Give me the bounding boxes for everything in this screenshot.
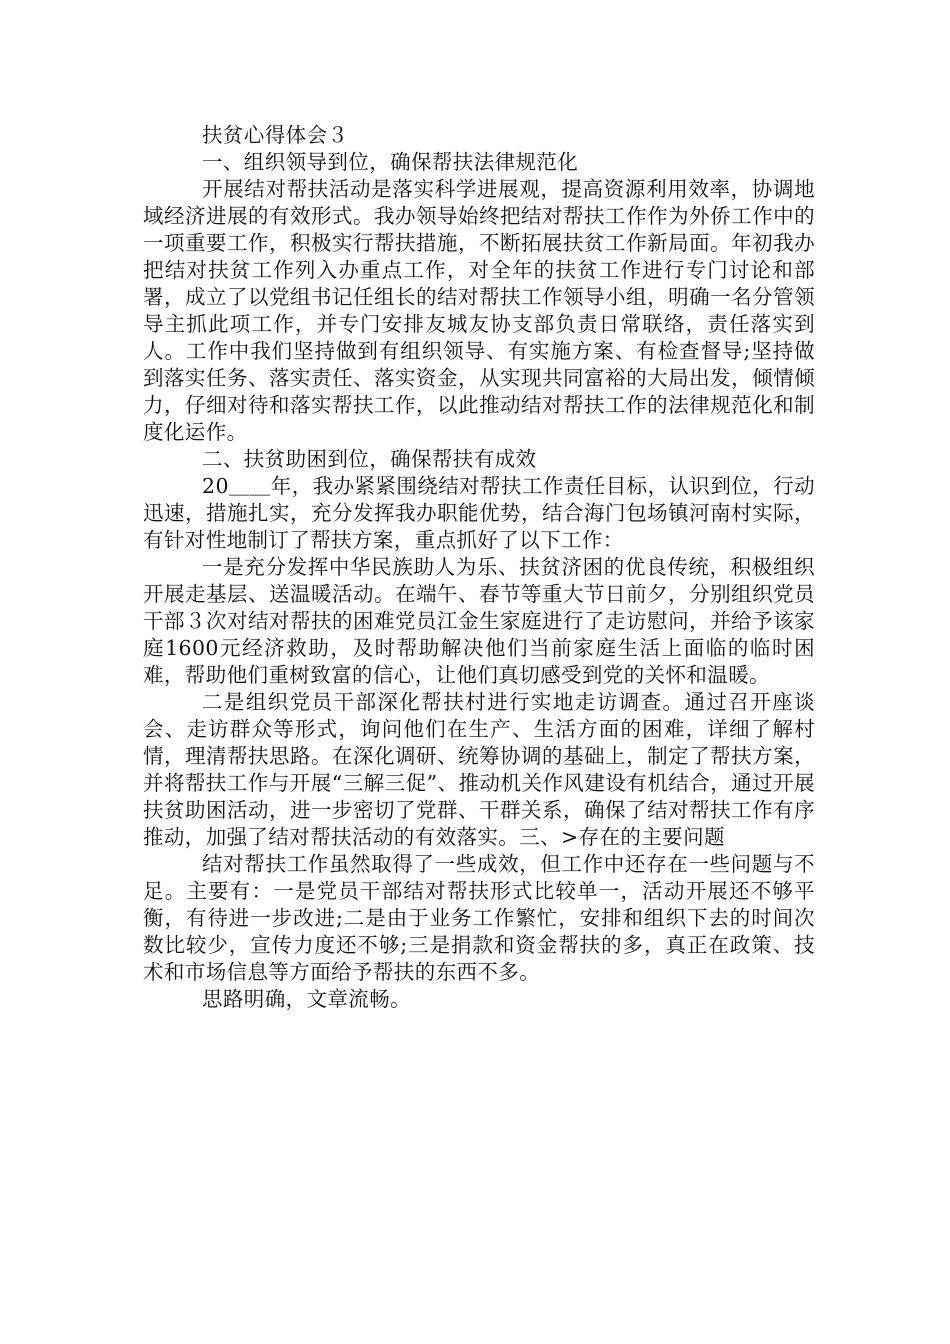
section-heading-1: 一、组织领导到位，确保帮扶法律规范化 [202,150,579,174]
paragraph-5: 结对帮扶工作虽然取得了一些成效，但工作中还存在一些问题与不足。主要有：一是党员干部结对帮扶形式比较单一，活动开展还不够平衡，有待进一步改进;二是由于业务工作繁忙，安排和组织下去的时间次数比较少，宣传力度还不够;三是捐款和资金帮扶的多，真正在政策、技术和市场信息等方面给予帮扶的东西不多。 [143,852,815,984]
document-body [143,122,815,1013]
paragraph-2: 20＿＿年，我办紧紧围绕结对帮扶工作责任目标，认识到位，行动迅速，措施扎实，充分发挥我办职能优势，结合海门包场镇河南村实际，有针对性地制订了帮扶方案，重点抓好了以下工作： [143,474,815,552]
paragraph-1: 开展结对帮扶活动是落实科学进展观，提高资源利用效率，协调地域经济进展的有效形式。我办领导始终把结对帮扶工作作为外侨工作中的一项重要工作，积极实行帮扶措施，不断拓展扶贫工作新局面。年初我办把结对扶贫工作列入办重点工作，对全年的扶贫工作进行专门讨论和部署，成立了以党组书记任组长的结对帮扶工作领导小组，明确一名分管领导主抓此项工作，并专门安排友城友协支部负责日常联络，责任落实到人。工作中我们坚持做到有组织领导、有实施方案、有检查督导;坚持做到落实任务、落实责任、落实资金，从实现共同富裕的大局出发，倾情倾力，仔细对待和落实帮扶工作，以此推动结对帮扶工作的法律规范化和制度化运作。 [143,177,815,444]
document-title: 扶贫心得体会３ [202,123,349,147]
paragraph-3: 一是充分发挥中华民族助人为乐、扶贫济困的优良传统，积极组织开展走基层、送温暖活动。在端午、春节等重大节日前夕，分别组织党员干部３次对结对帮扶的困难党员江金生家庭进行了走访慰问，并给予该家庭1600元经济救助，及时帮助解决他们当前家庭生活上面临的临时困难，帮助他们重树致富的信心，让他们真切感受到党的关怀和温暖。 [143,555,815,687]
paragraph-6: 思路明确，文章流畅。 [202,987,411,1011]
paragraph-4: 二是组织党员干部深化帮扶村进行实地走访调查。通过召开座谈会、走访群众等形式，询问他们在生产、生活方面的困难，详细了解村情，理清帮扶思路。在深化调研、统筹协调的基础上，制定了帮扶方案，并将帮扶工作与开展“三解三促”、推动机关作风建设有机结合，通过开展扶贫助困活动，进一步密切了党群、干群关系，确保了结对帮扶工作有序推动，加强了结对帮扶活动的有效落实。三、>存在的主要问题 [143,690,815,849]
section-heading-2: 二、扶贫助困到位，确保帮扶有成效 [202,447,537,471]
